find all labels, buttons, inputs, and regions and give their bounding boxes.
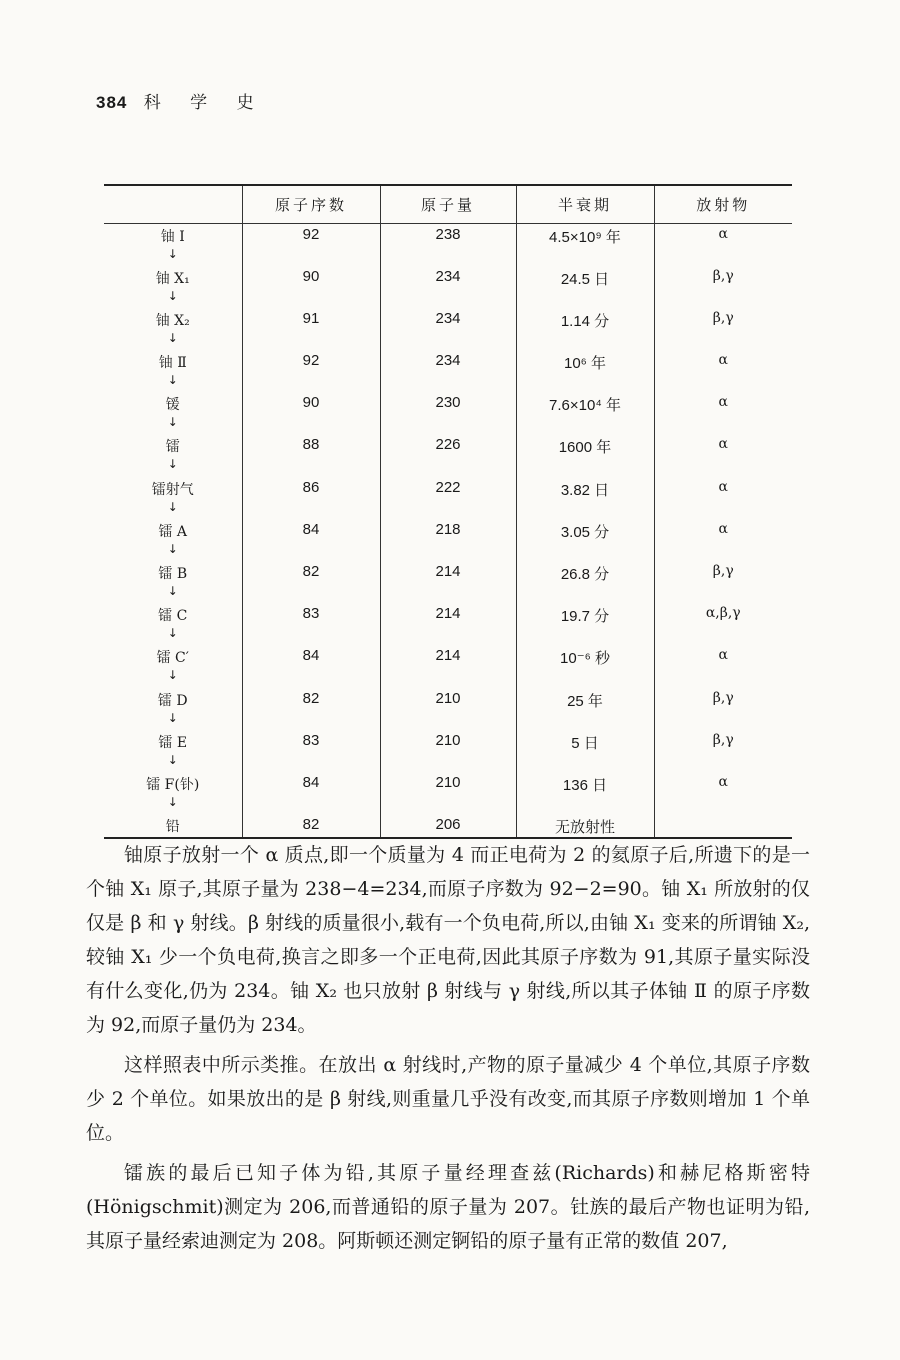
down-arrow-icon: ↓ <box>167 288 178 303</box>
cell-atomic-number <box>242 308 380 350</box>
table-header-row <box>104 185 792 223</box>
cell-element-text: 铅 <box>165 819 180 836</box>
cell-atomic-number <box>242 561 380 603</box>
cell-atomic-mass-text: 230 <box>435 394 461 412</box>
cell-atomic-number <box>242 645 380 687</box>
table-row <box>104 519 792 561</box>
down-arrow-icon: ↓ <box>167 330 178 345</box>
cell-atomic-number <box>242 434 380 476</box>
cell-atomic-mass-text: 226 <box>435 436 461 454</box>
cell-atomic-mass <box>380 434 516 476</box>
cell-radiation <box>654 645 792 687</box>
cell-half-life-text: 10⁶ 年 <box>563 355 607 373</box>
cell-element <box>104 561 242 603</box>
cell-half-life-text: 5 日 <box>571 734 599 752</box>
cell-element <box>104 392 242 434</box>
cell-half-life-text: 7.6×10⁴ 年 <box>549 397 621 415</box>
cell-half-life-text: 10⁻⁶ 秒 <box>560 650 610 668</box>
cell-atomic-number <box>242 730 380 772</box>
cell-radiation-text: α <box>718 436 728 453</box>
running-title: 科 学 史 <box>143 93 266 113</box>
cell-radiation-text: β,γ <box>712 309 734 326</box>
cell-atomic-mass-text: 238 <box>435 225 461 243</box>
cell-element-text: 铀 Ⅱ <box>158 355 187 372</box>
cell-atomic-mass <box>380 561 516 603</box>
cell-atomic-number-text: 84 <box>302 647 320 665</box>
cell-atomic-number-text: 83 <box>302 605 320 623</box>
cell-atomic-number <box>242 477 380 519</box>
cell-element-text: 镭射气 <box>151 481 194 498</box>
cell-atomic-number <box>242 392 380 434</box>
cell-element-text: 镭 B <box>158 566 188 582</box>
cell-radiation <box>654 814 792 838</box>
cell-atomic-number-text: 82 <box>302 816 320 834</box>
cell-half-life <box>516 645 654 687</box>
cell-element <box>104 772 242 814</box>
cell-element-text: 锾 <box>165 397 180 414</box>
cell-half-life-text: 136 日 <box>562 776 608 794</box>
page-number: 384 <box>96 93 128 112</box>
cell-half-life-text: 4.5×10⁹ 年 <box>549 228 621 246</box>
cell-half-life-text: 无放射性 <box>554 819 615 837</box>
cell-half-life-text: 3.05 分 <box>560 523 610 541</box>
cell-atomic-mass-text: 218 <box>435 520 461 538</box>
cell-atomic-mass-text: 214 <box>435 605 461 623</box>
cell-element-text: 镭 D <box>157 692 188 709</box>
down-arrow-icon: ↓ <box>167 584 178 598</box>
cell-element-text: 镭 C <box>158 608 188 625</box>
cell-element-text: 镭 E <box>158 734 188 751</box>
cell-radiation-text: β,γ <box>712 731 734 748</box>
column-header-half-life: 半衰期 <box>516 185 654 223</box>
cell-half-life <box>516 730 654 772</box>
cell-radiation-text: α,β,γ <box>705 605 741 622</box>
cell-radiation-text: α <box>718 352 728 369</box>
cell-half-life <box>516 772 654 814</box>
cell-half-life <box>516 477 654 519</box>
cell-atomic-mass-text: 234 <box>435 309 461 327</box>
table-row <box>104 477 792 519</box>
cell-atomic-mass-text: 210 <box>435 689 461 707</box>
cell-atomic-mass <box>380 266 516 308</box>
cell-radiation <box>654 223 792 266</box>
paragraph: 这样照表中所示类推。在放出 α 射线时,产物的原子量减少 4 个单位,其原子序数少 2 个单位。如果放出的是 β 射线,则重量几乎没有改变,而其原子序数则增加 1 个单位。 <box>86 1054 810 1144</box>
cell-half-life-text: 25 年 <box>567 692 603 710</box>
cell-atomic-number-text: 84 <box>302 520 320 538</box>
cell-atomic-number <box>242 814 380 838</box>
column-header-radiation: 放射物 <box>654 185 792 223</box>
cell-atomic-mass <box>380 477 516 519</box>
cell-radiation-text: α <box>718 478 728 495</box>
cell-element <box>104 308 242 350</box>
cell-atomic-mass <box>380 688 516 730</box>
cell-radiation <box>654 772 792 814</box>
cell-atomic-mass <box>380 350 516 392</box>
cell-atomic-number <box>242 350 380 392</box>
down-arrow-icon: ↓ <box>167 415 178 430</box>
cell-atomic-number-text: 82 <box>302 563 320 580</box>
cell-element <box>104 814 242 838</box>
cell-atomic-number <box>242 772 380 814</box>
cell-radiation <box>654 519 792 561</box>
cell-atomic-mass <box>380 772 516 814</box>
cell-atomic-number <box>242 603 380 645</box>
cell-element <box>104 434 242 476</box>
cell-radiation-text: α <box>718 773 728 790</box>
cell-atomic-mass-text: 214 <box>435 563 461 580</box>
body-text <box>86 838 810 1264</box>
table-row <box>104 434 792 476</box>
cell-radiation-text: α <box>718 647 728 664</box>
table-row <box>104 223 792 266</box>
down-arrow-icon: ↓ <box>167 246 178 261</box>
cell-half-life-text: 24.5 日 <box>560 270 610 288</box>
table-row <box>104 308 792 350</box>
cell-radiation <box>654 603 792 645</box>
cell-radiation <box>654 308 792 350</box>
cell-atomic-mass <box>380 519 516 561</box>
table-row <box>104 688 792 730</box>
cell-atomic-mass <box>380 308 516 350</box>
table-row <box>104 730 792 772</box>
cell-radiation-text: α <box>718 394 728 411</box>
cell-element-text: 铀 X₂ <box>155 312 190 329</box>
table-row <box>104 772 792 814</box>
column-header-atomic-mass: 原子量 <box>380 185 516 223</box>
cell-element-text: 镭 F(钋) <box>146 776 200 793</box>
cell-radiation <box>654 434 792 476</box>
cell-atomic-number-text: 92 <box>302 225 320 243</box>
cell-atomic-mass <box>380 392 516 434</box>
cell-atomic-mass-text: 214 <box>435 647 461 665</box>
cell-element <box>104 730 242 772</box>
page-header <box>96 88 266 113</box>
cell-atomic-number-text: 86 <box>302 478 320 496</box>
down-arrow-icon: ↓ <box>167 752 178 767</box>
cell-half-life <box>516 519 654 561</box>
cell-half-life-text: 1600 年 <box>558 439 612 457</box>
cell-half-life <box>516 561 654 603</box>
cell-radiation <box>654 266 792 308</box>
cell-element-text: 铀 X₁ <box>155 270 190 287</box>
table-row <box>104 645 792 687</box>
cell-atomic-number-text: 90 <box>302 267 320 285</box>
cell-radiation <box>654 477 792 519</box>
cell-radiation <box>654 688 792 730</box>
down-arrow-icon: ↓ <box>167 710 178 725</box>
table-row <box>104 561 792 603</box>
cell-element <box>104 519 242 561</box>
table-row <box>104 814 792 838</box>
cell-half-life <box>516 434 654 476</box>
cell-atomic-number <box>242 519 380 561</box>
cell-atomic-mass-text: 210 <box>435 731 461 749</box>
table-row <box>104 350 792 392</box>
cell-element-text: 铀 I <box>160 228 185 245</box>
cell-half-life-text: 26.8 分 <box>560 566 610 583</box>
cell-half-life <box>516 814 654 838</box>
table-row <box>104 603 792 645</box>
cell-radiation-text: β,γ <box>712 689 734 706</box>
cell-atomic-number <box>242 266 380 308</box>
cell-element <box>104 223 242 266</box>
cell-atomic-mass <box>380 645 516 687</box>
cell-half-life <box>516 308 654 350</box>
column-header-atomic-number: 原子序数 <box>242 185 380 223</box>
cell-atomic-mass <box>380 223 516 266</box>
table-row <box>104 266 792 308</box>
cell-element-text: 镭 C′ <box>156 650 189 667</box>
cell-half-life <box>516 223 654 266</box>
cell-atomic-number-text: 82 <box>302 689 320 707</box>
cell-element <box>104 350 242 392</box>
cell-radiation-text: β,γ <box>712 563 734 579</box>
cell-atomic-number-text: 83 <box>302 731 320 749</box>
paragraph: 铀原子放射一个 α 质点,即一个质量为 4 而正电荷为 2 的氦原子后,所遗下的是一个铀 X₁ 原子,其原子量为 238−4=234,而原子序数为 92−2=90。铀 X₁ 所放射的仅仅是 β 和 γ 射线。β 射线的质量很小,载有一个负电荷,所以,由铀 X₁ 变来的所谓铀 X₂,较铀 X₁ 少一个负电荷,换言之即多一个正电荷,因此其原子序数为 91,其原子量实际没有什么变化,仍为 234。铀 X₂ 也只放射 β 射线与 γ 射线,所以其子体铀 Ⅱ 的原子序数为 92,而原子量仍为 234。 <box>86 844 810 1036</box>
cell-radiation <box>654 730 792 772</box>
cell-atomic-number-text: 91 <box>302 309 320 327</box>
cell-radiation <box>654 392 792 434</box>
down-arrow-icon: ↓ <box>167 668 178 683</box>
down-arrow-icon: ↓ <box>167 541 178 556</box>
cell-atomic-number <box>242 223 380 266</box>
cell-atomic-mass-text: 234 <box>435 267 461 285</box>
cell-atomic-number <box>242 688 380 730</box>
decay-table <box>104 184 792 839</box>
cell-radiation-text: α <box>718 225 728 242</box>
down-arrow-icon: ↓ <box>167 499 178 514</box>
cell-element <box>104 645 242 687</box>
cell-atomic-number-text: 84 <box>302 773 320 791</box>
cell-half-life-text: 1.14 分 <box>560 312 610 330</box>
cell-atomic-mass <box>380 730 516 772</box>
cell-atomic-mass <box>380 603 516 645</box>
cell-half-life-text: 19.7 分 <box>560 608 610 626</box>
table-row <box>104 392 792 434</box>
cell-half-life <box>516 392 654 434</box>
cell-element <box>104 477 242 519</box>
down-arrow-icon: ↓ <box>167 794 178 809</box>
table-body <box>104 223 792 838</box>
cell-atomic-number-text: 92 <box>302 352 320 370</box>
paragraph: 镭族的最后已知子体为铅,其原子量经理查兹(Richards)和赫尼格斯密特(Hönigschmit)测定为 206,而普通铅的原子量为 207。钍族的最后产物也证明为铅,其原子量经索迪测定为 208。阿斯顿还测定锕铅的原子量有正常的数值 207, <box>86 1162 810 1252</box>
cell-element-text: 镭 A <box>158 523 188 540</box>
cell-radiation-text: α <box>718 520 728 537</box>
down-arrow-icon: ↓ <box>167 626 178 641</box>
cell-element <box>104 603 242 645</box>
down-arrow-icon: ↓ <box>167 373 178 388</box>
cell-atomic-mass-text: 222 <box>435 478 461 496</box>
cell-half-life-text: 3.82 日 <box>560 481 610 499</box>
cell-half-life <box>516 603 654 645</box>
cell-half-life <box>516 688 654 730</box>
cell-atomic-mass-text: 206 <box>435 816 461 834</box>
column-header-element <box>104 185 242 223</box>
cell-radiation <box>654 561 792 603</box>
cell-element-text: 镭 <box>165 439 180 456</box>
cell-radiation <box>654 350 792 392</box>
cell-element <box>104 688 242 730</box>
cell-atomic-mass <box>380 814 516 838</box>
cell-radiation-text: β,γ <box>712 267 734 284</box>
cell-atomic-number-text: 88 <box>302 436 320 454</box>
cell-half-life <box>516 266 654 308</box>
cell-atomic-number-text: 90 <box>302 394 320 412</box>
cell-atomic-mass-text: 234 <box>435 352 461 370</box>
cell-atomic-mass-text: 210 <box>435 773 461 791</box>
cell-half-life <box>516 350 654 392</box>
down-arrow-icon: ↓ <box>167 457 178 472</box>
cell-element <box>104 266 242 308</box>
